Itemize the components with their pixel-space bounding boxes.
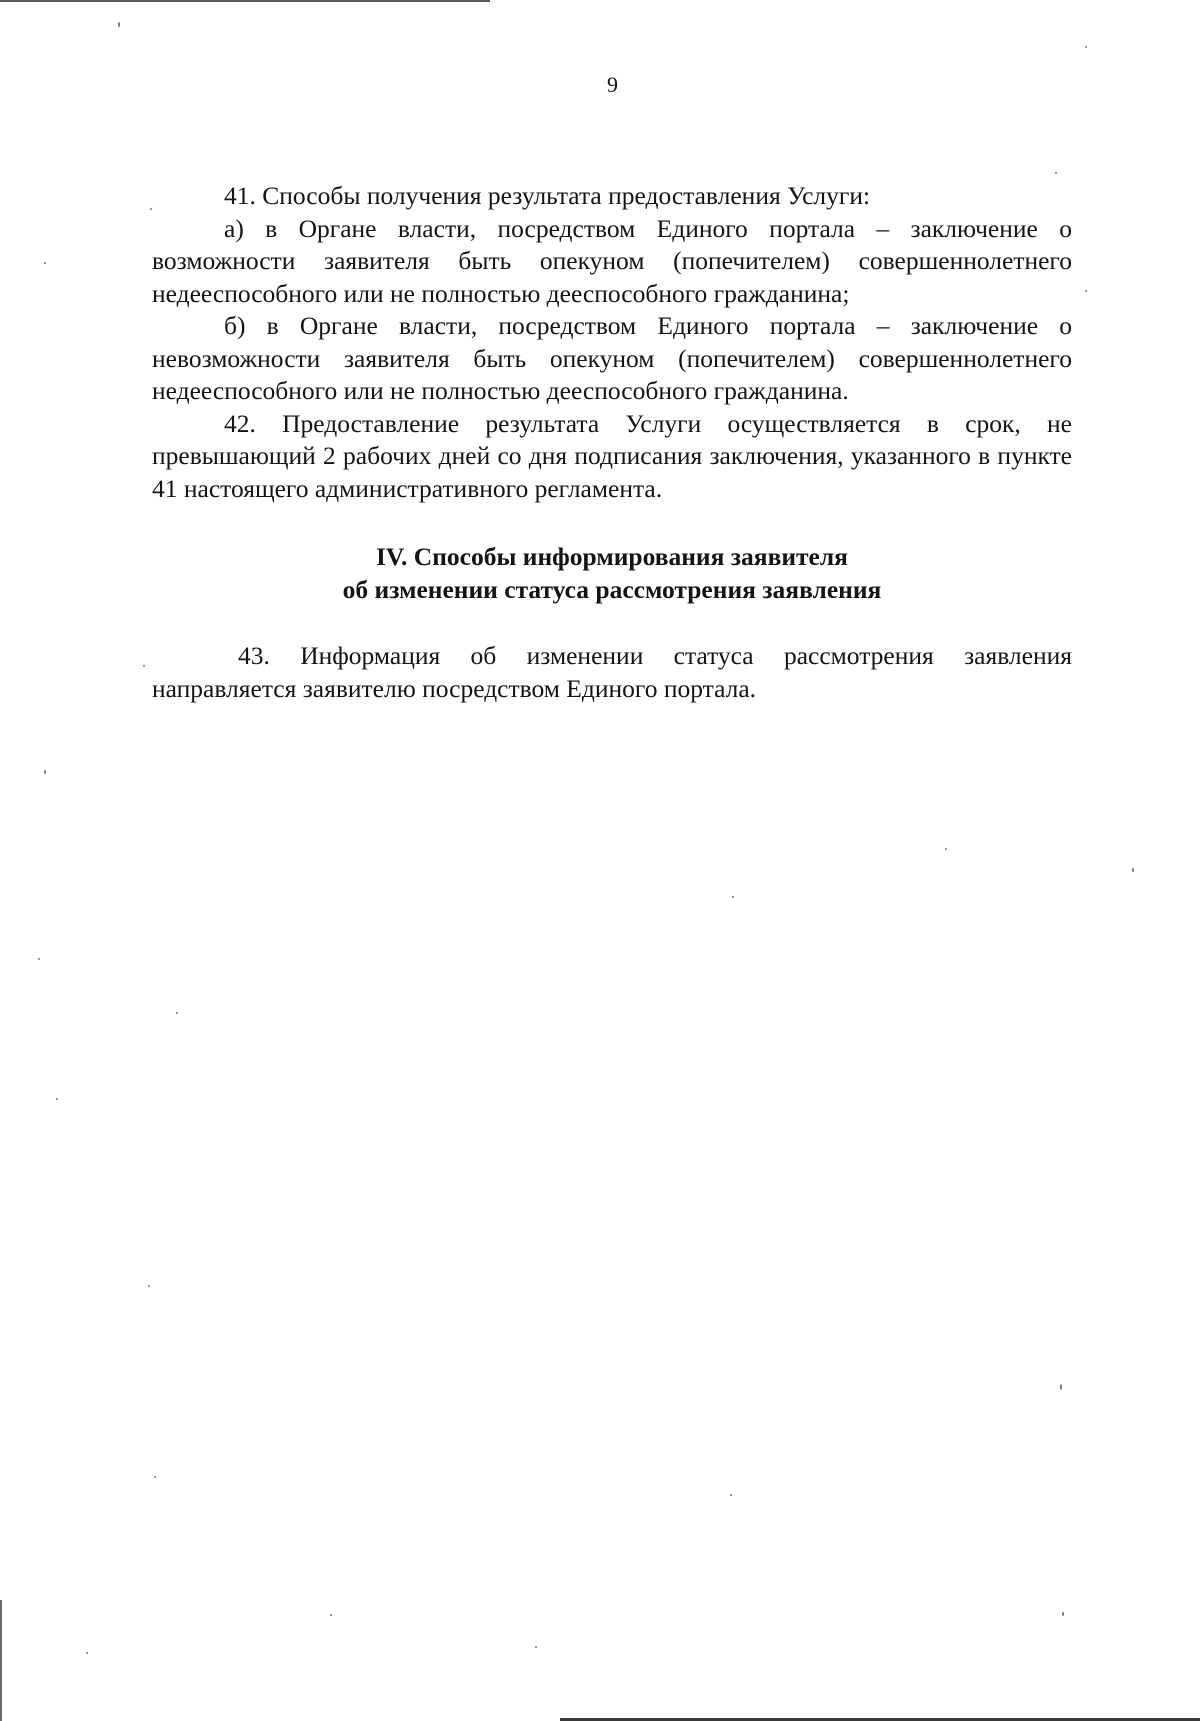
scan-speck [1132,868,1134,872]
scan-speck [143,665,145,667]
scan-speck [38,958,40,960]
paragraph-41a: а) в Органе власти, посредством Единого портала – заключение о возможности заявителя быть опекуном (попечителем) совершеннолетнего недееспособного или не полностью дееспособного гражданина; [152,213,1072,308]
scan-speck [154,1476,156,1478]
section-heading [152,541,1072,606]
scan-speck [535,1646,537,1648]
scan-speck [150,208,152,210]
scan-speck [1060,1384,1062,1390]
section-heading-line-2: об изменении статуса рассмотрения заявления [342,574,882,604]
scan-speck [86,1652,88,1654]
document-body [152,180,1072,705]
paragraph-41b: б) в Органе власти, посредством Единого портала – заключение о невозможности заявителя быть опекуном (попечителем) совершеннолетнего недееспособного или не полностью дееспособного гражданина. [152,311,1072,405]
scan-speck [56,1098,58,1100]
scan-speck [1085,290,1087,292]
scan-speck [1062,1612,1064,1616]
scan-edge-top [0,0,490,2]
scan-speck [1055,172,1057,174]
scan-speck [118,22,120,27]
scan-edge-left [0,1600,2,1721]
scan-speck [945,848,947,850]
scan-speck [176,1012,178,1014]
page-number: 9 [607,72,618,97]
scan-speck [44,770,46,774]
paragraph-42: 42. Предоставление результата Услуги осуществляется в срок, не превышающий 2 рабочих дней со дня подписания заключения, указанного в пункте 41 настоящего административного регламента. [152,408,1072,503]
scan-speck [148,1285,150,1287]
scan-speck [1085,46,1087,48]
scan-speck [730,1494,732,1496]
paragraph-41: 41. Способы получения результата предоставления Услуги: [224,181,871,210]
section-heading-line-1: IV. Способы информирования заявителя [376,542,848,571]
scan-speck [330,1614,332,1616]
scan-speck [732,896,734,898]
scan-speck [44,262,46,264]
paragraph-43: 43. Информация об изменении статуса рассмотрения заявления направляется заявителю посредством Единого портала. [152,641,1072,703]
